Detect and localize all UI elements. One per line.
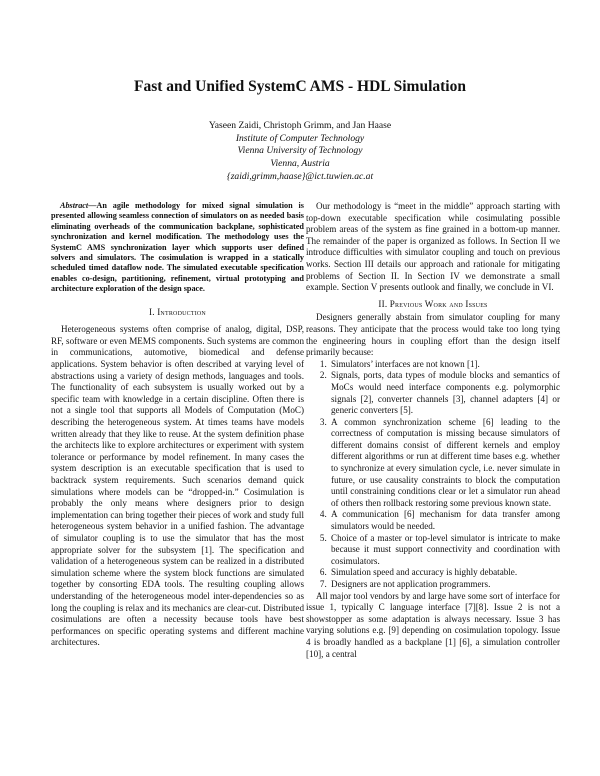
section-1-heading: I. Introduction — [149, 306, 206, 317]
author-university: Vienna University of Technology — [237, 145, 363, 157]
abstract-text: —An agile methodology for mixed signal simulation is presented allowing seamless connection of simulators on as needed basis eliminating overheads of the communication backplane, sophisticated synchronization and kernel modification. The methodology uses the SystemC AMS synchronization layer which supports user defined solvers and simulators. The cosimulation is wrapped in a statically scheduled timed dataflow node. The simulated executable specification enables co-design, partitioning, refinement, virtual prototyping and architecture exploration of the design space. — [51, 201, 304, 294]
section-1-paragraph: Heterogeneous systems often comprise of analog, digital, DSP, RF, software or even MEMS components. Such systems are common in communications, automotive, biomedical and defense applications. System behavior is often described at varying level of abstractions using a variety of design methods, languages and tools. The functionality of each subsystem is usually worked out by a specific team with knowledge in a certain discipline. Often there is not a single tool that supports all Models of Computation (MoC) describing the heterogeneous system. At times teams have models written already that they like to reuse. At the system definition phase the architects like to explore architectures or experiment with system tolerance or performance by model refinement. In many cases the system description is an executable specification that is used to backtrack system requirements. Such scenarios demand quick simulations where models can be “dropped-in.” Cosimulation is probably the only means where designers prior to design implementation can bring together their pieces of work and study full heterogeneous system behavior in a unified fashion. The advantage of simulator coupling is to use the simulator that has the most appropriate solver for the subsystem [1]. The specification and validation of a heterogeneous system can be realized in a distributed simulation scheme where the system block functions are simulated together by consorting EDA tools. The resulting coupling allows understanding of the heterogeneous model inter-dependencies so as long the coupling is relax and its mechanics are clear-cut. Distributed cosimulations are often a necessity because tools have best performances on specific operating systems and different machine architectures. — [51, 324, 304, 648]
section-2-intro: Designers generally abstain from simulator coupling for many reasons. They anticipate that the process would take too long tying the engineering hours in coupling effort than the design itself primarily because: — [306, 312, 560, 358]
author-institute: Institute of Computer Technology — [235, 132, 365, 144]
author-email: {zaidi,grimm,haase}@ict.tuwien.ac.at — [226, 170, 374, 182]
author-city: Vienna, Austria — [270, 158, 330, 170]
section-2-closing: All major tool vendors by and large have some sort of interface for issue 1, typically C language interface [7][8]. Issue 2 is not a showstopper as some adaptation is always necessary. Issue 3 has varying solutions e.g. [9] depending on cosimulation topology. Issue 4 is broadly handled as a backplane [1] [6], a simulation controller [10], a central — [306, 590, 560, 659]
right-column — [306, 201, 560, 660]
issue-item: 7. Designers are not application programmers. — [329, 579, 560, 591]
issue-item: 4. A communication [6] mechanism for data transfer among simulators would be needed. — [329, 509, 560, 532]
issues-list — [306, 359, 560, 591]
issue-item: 3. A common synchronization scheme [6] leading to the correctness of computation is missing because simulators of different domains consist of different kernels and employ different algorithms or run at different time bases e.g. whether to synchronize at every simulation cycle, i.e. never simulate in future, or use causality constraints to block the computation until constraining conditions clear or let a simulator run ahead of others then rollback restoring some previous known state. — [329, 417, 560, 510]
intro-continuation: Our methodology is “meet in the middle” approach starting with top-down executable specification while cosimulating possible problem areas of the system as fine grained in a bottom-up manner. The remainder of the paper is organized as follows. In Section II we introduce difficulties with simulator coupling and touch on previous works. Section III details our approach and rationale for mitigating problems of Section II. In Section IV we demonstrate a small example. Section V presents outlook and finally, we conclude in VI. — [306, 201, 560, 293]
paper-title: Fast and Unified SystemC AMS - HDL Simulation — [133, 78, 466, 95]
author-block — [0, 120, 600, 184]
issue-item: 1. Simulators’ interfaces are not known [1]. — [329, 359, 560, 371]
left-column — [51, 201, 304, 649]
section-2-heading: II. Previous Work and Issues — [378, 298, 488, 309]
author-names: Yaseen Zaidi, Christoph Grimm, and Jan Haase — [208, 120, 392, 131]
issue-item: 6. Simulation speed and accuracy is highly debatable. — [329, 567, 560, 579]
issue-item: 2. Signals, ports, data types of module blocks and semantics of MoCs would need interface components e.g. polymorphic signals [2], converter channels [3], channel adapters [4] or generic converters [5]. — [329, 370, 560, 416]
abstract — [51, 201, 304, 295]
issue-item: 5. Choice of a master or top-level simulator is intricate to make because it must support connectivity and coordination with cosimulators. — [329, 533, 560, 568]
abstract-label: Abstract — [60, 201, 89, 210]
